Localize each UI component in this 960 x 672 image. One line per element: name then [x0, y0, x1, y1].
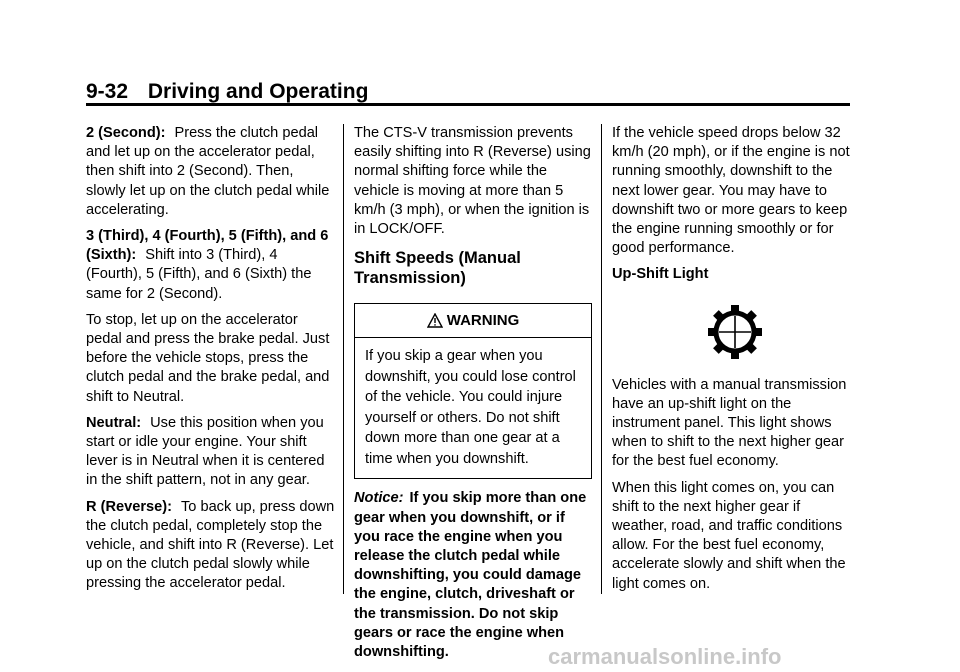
column-divider-2	[601, 124, 602, 594]
notice-text: If you skip more than one gear when you downshift, or if you race the engine when you release the clutch pedal while downshifting, you could damage the engine, clutch, driveshaft or the transmission. Do not skip gears or race the engine when downshifting.	[354, 490, 587, 661]
section-heading-shift-speeds: Shift Speeds (Manual Transmission)	[354, 249, 521, 288]
column-right	[612, 124, 857, 601]
lead-second: 2 (Second):	[86, 125, 166, 141]
paragraph-cts-v: The CTS-V transmission prevents easily shifting into R (Reverse) using normal shifting force while the vehicle is moving at more than 5 km/h (3 mph), or when the ignition is in LOCK/OFF.	[354, 125, 591, 238]
upshift-light-figure	[612, 303, 857, 361]
paragraph-downshift: If the vehicle speed drops below 32 km/h (20 mph), or if the engine is not running smoothly, downshift to the next lower gear. You may have to downshift two or more gears to keep the engine running smoothly or for good performance.	[612, 125, 850, 257]
column-middle	[354, 124, 594, 669]
paragraph-upshift-light: Vehicles with a manual transmission have an up-shift light on the instrument panel. This light shows when to shift to the next higher gear for the best fuel economy.	[612, 376, 847, 470]
section-title: Driving and Operating	[147, 80, 369, 103]
warning-text: If you skip a gear when you downshift, you could lose control of the vehicle. You could injure yourself or others. Do not shift down more than one gear at a time when you downshift.	[365, 348, 576, 467]
warning-box	[354, 303, 592, 479]
lead-neutral: Neutral:	[86, 414, 142, 431]
text-reverse: To back up, press down the clutch pedal, completely stop the vehicle, and shift into R (Reverse). Let up on the clutch pedal slowly while pressing the accelerator pedal.	[86, 498, 335, 592]
paragraph-upshift-usage: When this light comes on, you can shift to the next higher gear if weather, road, and traffic conditions allow. For the best fuel economy, accelerate slowly and shift when the light comes on.	[612, 479, 846, 592]
lead-reverse: R (Reverse):	[86, 498, 172, 515]
lead-higher-gears: 3 (Third), 4 (Fourth), 5 (Fifth), and 6 (Sixth):	[86, 228, 329, 264]
column-divider-1	[343, 124, 344, 594]
text-second: Press the clutch pedal and let up on the accelerator pedal, then shift into 2 (Second). Then, slowly let up on the clutch pedal while accelerating.	[86, 125, 330, 218]
header-rule	[86, 103, 850, 106]
paragraph-second-gear	[86, 124, 336, 220]
paragraph-stop: To stop, let up on the accelerator pedal and press the brake pedal. Just before the vehicle stops, press the clutch pedal and the brake pedal, and shift to Neutral.	[86, 311, 330, 405]
warning-label: WARNING	[446, 312, 520, 330]
page-header	[86, 80, 368, 104]
notice-paragraph	[354, 489, 594, 662]
paragraph-reverse	[86, 498, 336, 594]
page-number: 9-32	[86, 80, 129, 103]
warning-header	[355, 304, 591, 338]
notice-label: Notice:	[354, 490, 404, 507]
watermark: carmanualsonline.info	[548, 644, 782, 669]
text-higher-gears: Shift into 3 (Third), 4 (Fourth), 5 (Fifth), and 6 (Sixth) the same for 2 (Second).	[86, 247, 312, 302]
warning-triangle-icon	[427, 313, 443, 328]
upshift-light-icon	[706, 303, 764, 361]
text-neutral: Use this position when you start or idle your engine. Your shift lever is in Neutral when it is centered in the shift pattern, not in any gear.	[86, 414, 325, 489]
paragraph-higher-gears	[86, 227, 336, 304]
paragraph-neutral	[86, 414, 336, 491]
column-left	[86, 124, 336, 601]
subheading-upshift-light: Up-Shift Light	[612, 266, 709, 283]
